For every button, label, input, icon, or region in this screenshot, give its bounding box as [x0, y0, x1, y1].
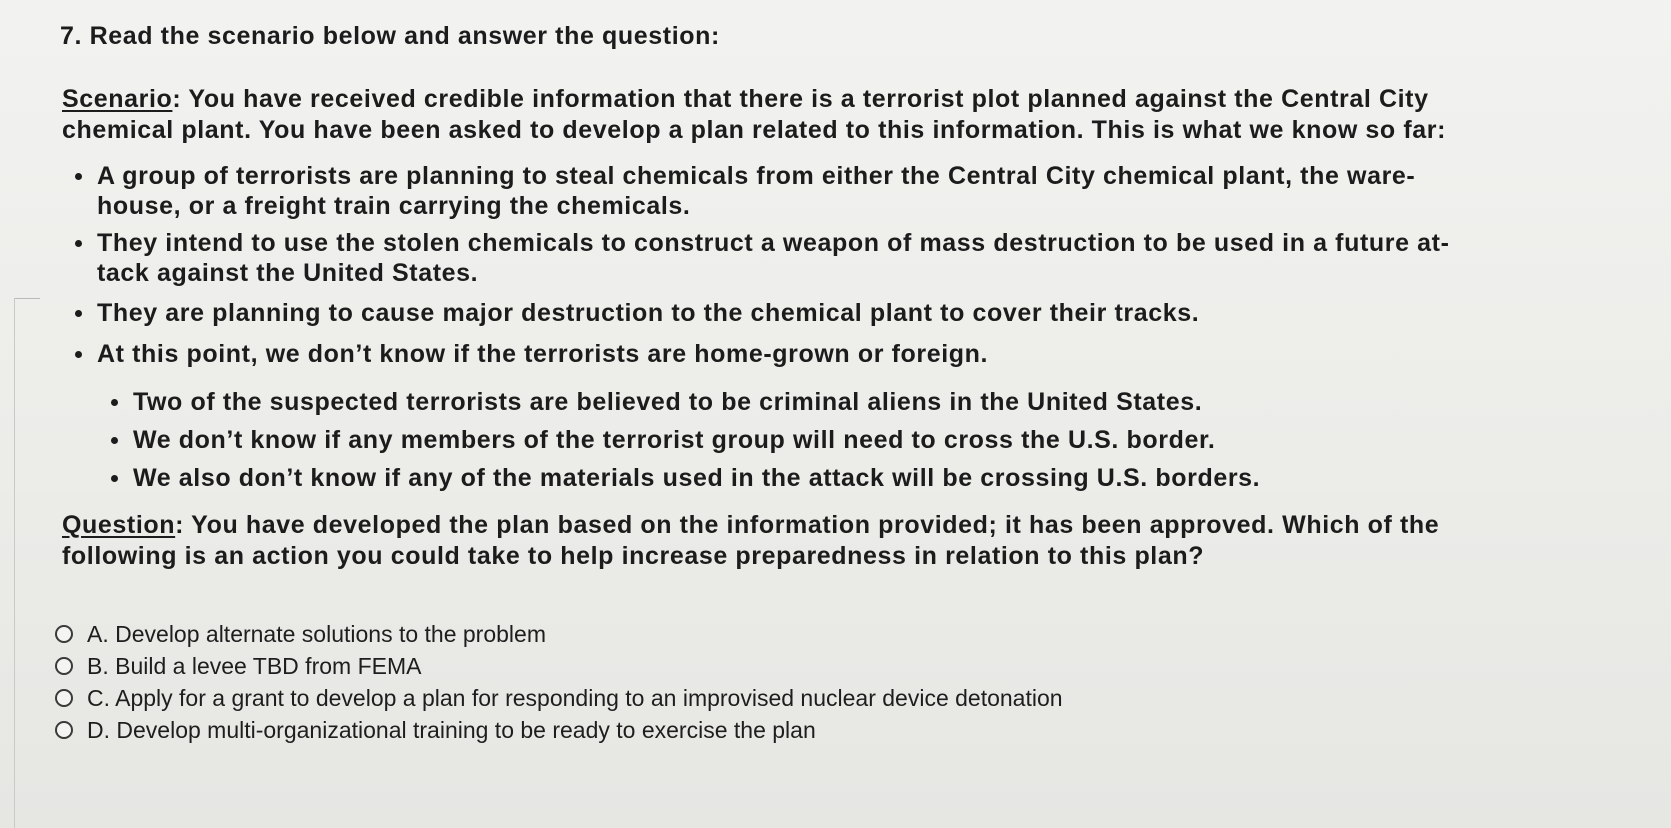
bullet-line: house, or a freight train carrying the chemicals. — [97, 192, 691, 220]
bullet-item-4 — [97, 339, 988, 369]
answer-options — [55, 618, 1063, 746]
sub-bullet-item-2 — [133, 425, 1215, 455]
frame-divider — [14, 298, 40, 299]
bullet-dot-icon — [111, 399, 118, 406]
option-c[interactable] — [55, 682, 1063, 714]
bullet-item-2 — [97, 228, 1450, 288]
bullet-line: At this point, we don’t know if the terrorists are home-grown or foreign. — [97, 340, 989, 368]
bullet-line: They are planning to cause major destruction to the chemical plant to cover their tracks. — [97, 299, 1200, 327]
option-a[interactable] — [55, 618, 1063, 650]
question-line-1: : You have developed the plan based on the information provided; it has been approved. Which of the — [175, 511, 1440, 539]
option-d-label[interactable]: D. Develop multi-organizational training to be ready to exercise the plan — [87, 716, 816, 743]
scenario-label: Scenario — [62, 85, 173, 113]
bullet-dot-icon — [75, 173, 82, 180]
option-d[interactable] — [55, 714, 1063, 746]
bullet-dot-icon — [111, 437, 118, 444]
bullet-line: A group of terrorists are planning to steal chemicals from either the Central City chemical plant, the ware- — [97, 162, 1416, 190]
radio-unchecked-icon[interactable] — [55, 689, 73, 707]
bullet-item-3 — [97, 298, 1199, 328]
bullet-line: They intend to use the stolen chemicals to construct a weapon of mass destruction to be used in a future at- — [97, 229, 1450, 257]
option-c-label[interactable]: C. Apply for a grant to develop a plan for responding to an improvised nuclear device detonation — [87, 684, 1063, 711]
radio-unchecked-icon[interactable] — [55, 625, 73, 643]
bullet-dot-icon — [111, 475, 118, 482]
scenario-line-1: : You have received credible information that there is a terrorist plot planned against the Central City — [172, 85, 1429, 113]
question-title: 7. Read the scenario below and answer the question: — [60, 22, 720, 50]
radio-unchecked-icon[interactable] — [55, 657, 73, 675]
scenario-paragraph — [62, 84, 1446, 146]
sub-bullet-line: We don’t know if any members of the terrorist group will need to cross the U.S. border. — [133, 426, 1216, 454]
sub-bullet-line: Two of the suspected terrorists are believed to be criminal aliens in the United States. — [133, 388, 1203, 416]
question-label: Question — [62, 511, 176, 539]
frame-border — [14, 298, 15, 828]
radio-unchecked-icon[interactable] — [55, 721, 73, 739]
scenario-line-2: chemical plant. You have been asked to develop a plan related to this information. This is what we know so far: — [62, 116, 1447, 144]
bullet-dot-icon — [75, 310, 82, 317]
bullet-dot-icon — [75, 240, 82, 247]
sub-bullet-line: We also don’t know if any of the materials used in the attack will be crossing U.S. borders. — [133, 464, 1261, 492]
sub-bullet-item-3 — [133, 463, 1260, 493]
option-b[interactable] — [55, 650, 1063, 682]
bullet-item-1 — [97, 161, 1415, 221]
bullet-dot-icon — [75, 351, 82, 358]
question-prompt — [62, 510, 1439, 572]
bullet-line: tack against the United States. — [97, 259, 479, 287]
option-a-label[interactable]: A. Develop alternate solutions to the problem — [87, 620, 546, 647]
sub-bullet-item-1 — [133, 387, 1202, 417]
option-b-label[interactable]: B. Build a levee TBD from FEMA — [87, 652, 422, 679]
question-line-2: following is an action you could take to help increase preparedness in relation to this plan? — [62, 542, 1205, 570]
